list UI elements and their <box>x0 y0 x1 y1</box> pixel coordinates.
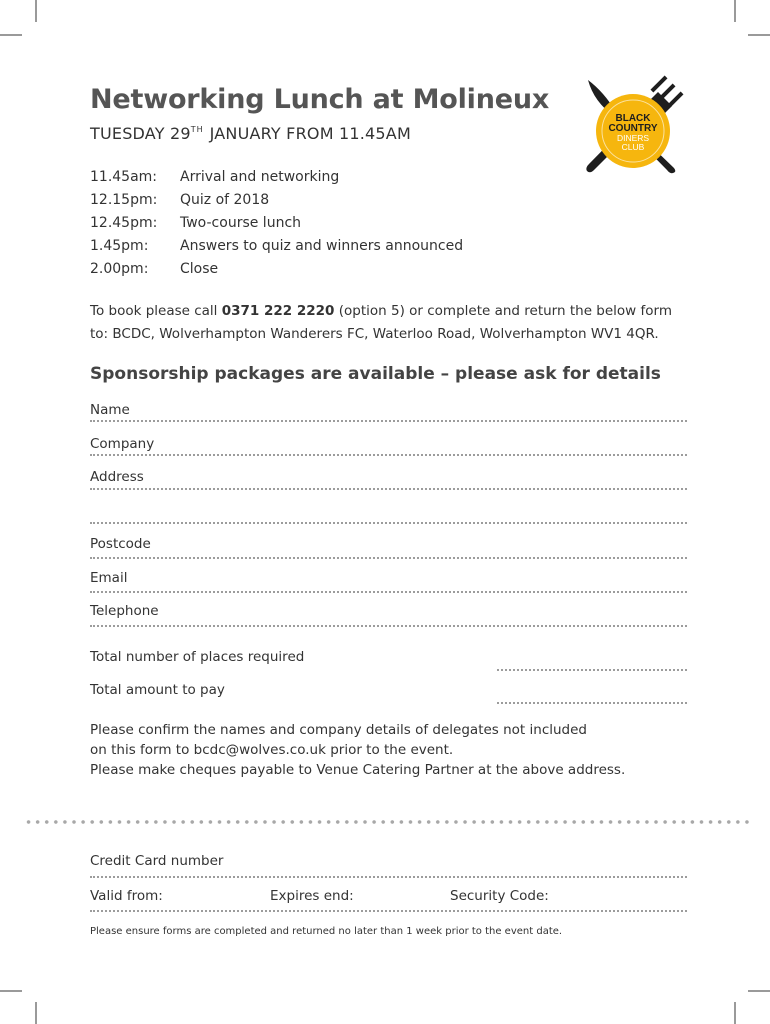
name-label: Name <box>90 402 130 418</box>
name-field[interactable] <box>90 420 687 422</box>
credit-card-label: Credit Card number <box>90 853 224 869</box>
schedule-item: Two-course lunch <box>180 215 302 231</box>
telephone-label: Telephone <box>90 603 159 619</box>
email-field[interactable] <box>90 591 687 593</box>
credit-card-field[interactable] <box>90 876 687 878</box>
booking-line-2: to: BCDC, Wolverhampton Wanderers FC, Waterloo Road, Wolverhampton WV1 4QR. <box>90 326 659 342</box>
notes-line: Please make cheques payable to Venue Catering Partner at the above address. <box>90 762 626 778</box>
event-date-day: TUESDAY 29 <box>90 124 191 143</box>
postcode-label: Postcode <box>90 536 151 552</box>
schedule-item: Arrival and networking <box>180 169 340 185</box>
schedule-row <box>90 212 463 235</box>
event-schedule <box>90 166 463 281</box>
crop-mark <box>748 990 770 992</box>
booking-phone[interactable]: 0371 222 2220 <box>221 303 335 319</box>
schedule-row <box>90 166 463 189</box>
event-date-rest: JANUARY FROM 11.45AM <box>209 124 411 143</box>
notes-line: Please confirm the names and company details of delegates not included <box>90 722 588 738</box>
schedule-item: Close <box>180 261 219 277</box>
black-country-diners-club-logo <box>578 72 688 182</box>
email-label: Email <box>90 570 128 586</box>
expires-end-label: Expires end: <box>270 888 354 904</box>
crop-mark <box>0 34 22 36</box>
address-field-line-2[interactable] <box>90 522 687 524</box>
places-field[interactable] <box>497 669 687 671</box>
telephone-field[interactable] <box>90 625 687 627</box>
company-label: Company <box>90 436 155 452</box>
logo-text-diners: DINERS <box>616 133 650 143</box>
schedule-row <box>90 258 463 281</box>
logo-text-country: COUNTRY <box>608 123 658 134</box>
postcode-field[interactable] <box>90 557 687 559</box>
valid-from-label: Valid from: <box>90 888 163 904</box>
schedule-time: 12.15pm: <box>90 192 158 208</box>
return-deadline-note: Please ensure forms are completed and returned no later than 1 week prior to the event date. <box>90 926 563 937</box>
cut-line-divider <box>24 819 752 825</box>
address-field[interactable] <box>90 488 687 490</box>
crop-mark <box>734 0 736 22</box>
amount-field[interactable] <box>497 702 687 704</box>
schedule-item: Quiz of 2018 <box>180 192 270 208</box>
amount-label: Total amount to pay <box>90 682 225 698</box>
crop-mark <box>0 990 22 992</box>
schedule-time: 2.00pm: <box>90 261 149 277</box>
crop-mark <box>734 1002 736 1024</box>
crop-mark <box>35 0 37 22</box>
sponsorship-heading: Sponsorship packages are available – please ask for details <box>90 364 661 384</box>
schedule-row <box>90 189 463 212</box>
event-date <box>90 124 411 143</box>
notes-line: on this form to bcdc@wolves.co.uk prior to the event. <box>90 742 454 758</box>
schedule-item: Answers to quiz and winners announced <box>180 238 464 254</box>
card-details-field[interactable] <box>90 910 687 912</box>
booking-line-1: To book please call 0371 222 2220 (option 5) or complete and return the below form <box>90 303 672 319</box>
company-field[interactable] <box>90 454 687 456</box>
logo-text-club: CLUB <box>621 142 645 152</box>
crop-mark <box>748 34 770 36</box>
logo-text-black: BLACK <box>615 113 651 124</box>
schedule-row <box>90 235 463 258</box>
address-label: Address <box>90 469 144 485</box>
delegate-notes <box>90 720 625 780</box>
places-label: Total number of places required <box>90 649 305 665</box>
schedule-time: 1.45pm: <box>90 238 149 254</box>
page-title: Networking Lunch at Molineux <box>90 84 550 115</box>
security-code-label: Security Code: <box>450 888 549 904</box>
schedule-time: 12.45pm: <box>90 215 158 231</box>
schedule-time: 11.45am: <box>90 169 158 185</box>
event-date-suffix: TH <box>190 125 204 134</box>
booking-info <box>90 300 672 346</box>
crop-mark <box>35 1002 37 1024</box>
